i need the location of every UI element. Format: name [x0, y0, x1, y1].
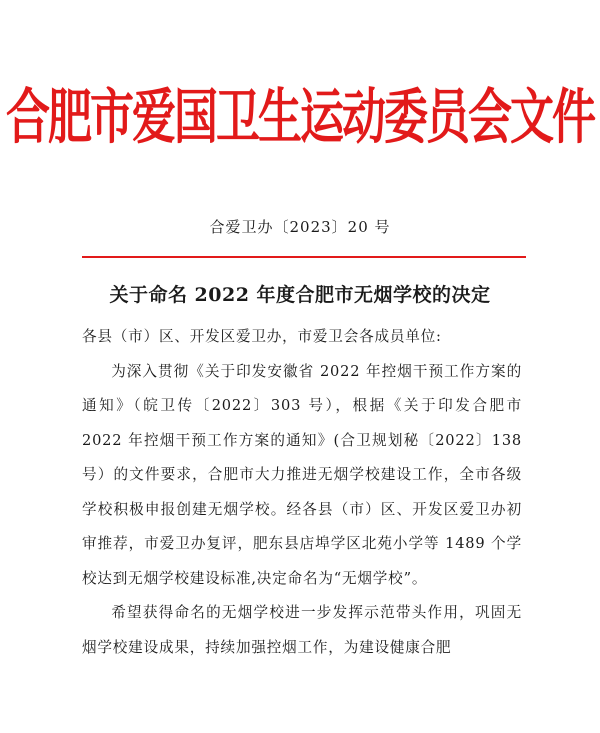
- body-paragraph-2: 希望获得命名的无烟学校进一步发挥示范带头作用，巩固无烟学校建设成果，持续加强控烟工作，为建设健康合肥: [82, 604, 522, 656]
- red-divider-line: [82, 256, 526, 258]
- document-number: 合爱卫办〔2023〕20 号: [209, 218, 391, 236]
- body-paragraph-1: 为深入贯彻《关于印发安徽省 2022 年控烟干预工作方案的通知》（皖卫传〔2022〕303 号），根据《关于印发合肥市 2022 年控烟干预工作方案的通知》(合卫规划秘〔2022〕138 号）的文件要求，合肥市大力推进无烟学校建设工作，全市各级学校积极申报创建无烟学校。经各县（市）区、开发区爱卫办初审推荐，市爱卫办复评，肥东县店埠学区北苑小学等 1489 个学校达到无烟学校建设标准,决定命名为“无烟学校”。: [82, 362, 522, 587]
- salutation: 各县（市）区、开发区爱卫办，市爱卫会各成员单位:: [82, 328, 442, 345]
- document-header-title: 合肥市爱国卫生运动委员会文件: [6, 83, 594, 153]
- document-title: 关于命名 2022 年度合肥市无烟学校的决定: [109, 284, 491, 306]
- document-body: [82, 320, 522, 665]
